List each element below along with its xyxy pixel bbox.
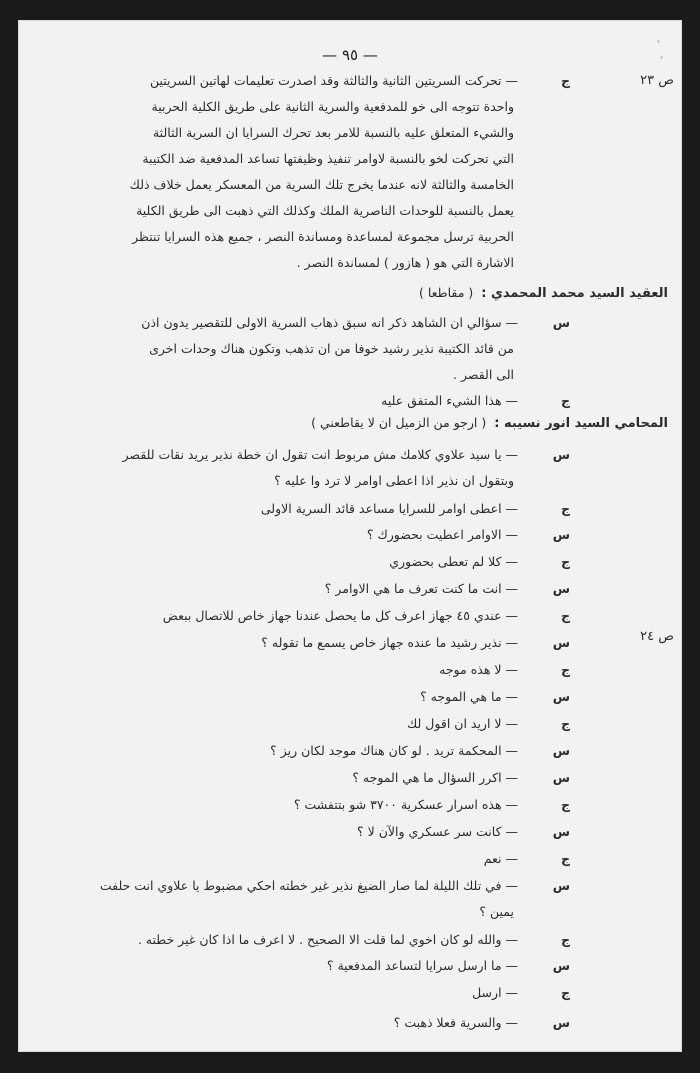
text-line: ج — لا اريد ان اقول لك — [406, 716, 570, 731]
text-line: س — ما ارسل سرايا لتساعد المدفعية ؟ — [326, 958, 570, 973]
page-number: — ٩٥ — — [322, 46, 378, 64]
text-line: واحدة تتوجه الى خو للمدفعية والسرية الثانية على طريق الكلية الحربية — [151, 99, 514, 114]
text-line: ج — لا هذه موجه — [439, 662, 570, 677]
text-line: وبتقول ان نذير اذا اعطى اوامر لا ترد وا عليه ؟ — [274, 473, 514, 488]
speck — [657, 40, 660, 43]
text-line: الاشارة التي هو ( هازور ) لمساندة النصر . — [296, 255, 514, 270]
text-line: ج — كلا لم تعطى بحضوري — [389, 554, 570, 569]
text-line: س — والسرية فعلا ذهبت ؟ — [393, 1015, 570, 1030]
text-line: ج — نعم — [483, 851, 570, 866]
speck — [660, 56, 663, 59]
speaker-remark: ( ارجو من الزميل ان لا يقاطعني ) — [311, 415, 487, 430]
text-line: الحربية ترسل مجموعة لمساعدة ومساندة النصر ، جميع هذه السرايا تنتظر — [132, 229, 514, 244]
text-line: س — اكرر السؤال ما هي الموجه ؟ — [352, 770, 570, 785]
text-line: س — المحكمة تريد . لو كان هناك موجد لكان ريز ؟ — [270, 743, 570, 758]
speaker-name: العقيد السيد محمد المحمدي : — [481, 286, 668, 301]
document-page — [18, 20, 682, 1052]
text-line: س — في تلك الليلة لما صار الضيغ نذير غير خطته احكي مضبوط يا علاوي انت حلفت — [99, 878, 570, 893]
text-line: س — نذير رشيد ما عنده جهاز خاص يسمع ما تقوله ؟ — [261, 635, 570, 650]
text-line: يعمل بالنسبة للوحدات الناصرية الملك وكذلك التي ذهبت الى طريق الكلية — [136, 203, 514, 218]
text-line: س — انت ما كنت تعرف ما هي الاوامر ؟ — [324, 581, 570, 596]
text-line: ج — اعطى اوامر للسرايا مساعد قائد السرية الاولى — [260, 501, 570, 516]
text-line: ج — هذا الشيء المتفق عليه — [28, 390, 570, 412]
text-line: من قائد الكتيبة نذير رشيد خوفا من ان تذهب وتكون هناك وحدات اخرى — [149, 341, 514, 356]
text-line: الخامسة والثالثة لانه عندما يخرج تلك السرية من المعسكر يعمل خلاف ذلك — [129, 177, 514, 192]
answer-marker: ج — [560, 73, 570, 88]
question-marker: س — [552, 447, 570, 462]
text-line: ج — هذه اسرار عسكرية ٣٧٠٠ شو بتتفشت ؟ — [293, 797, 570, 812]
margin-reference: ص ٢٣ — [640, 73, 674, 88]
speaker-remark: ( مقاطعا ) — [418, 285, 474, 300]
text-line: والشيء المتعلق عليه بالنسبة للامر بعد تحرك السرايا ان السرية الثالثة — [152, 125, 514, 140]
text-line: ج — تحركت السريتين الثانية والثالثة وقد اصدرت تعليمات لهاتين السريتين — [32, 70, 570, 92]
text-line: يمين ؟ — [479, 904, 514, 919]
text-line: س — كانت سر عسكري والآن لا ؟ — [357, 824, 570, 839]
speaker-name: المحامي السيد انور نسيبه : — [494, 416, 668, 431]
text-line: التي تحركت لخو بالنسبة لاوامر تنفيذ وظيفتها تساعد المدفعية ضد الكتيبة — [142, 151, 514, 166]
text-line: ج — ارسل — [472, 985, 570, 1000]
text-line: ج — عندي ٤٥ جهاز اعرف كل ما يحصل عندنا جهاز خاص للاتصال ببعض — [162, 608, 570, 623]
question-marker: س — [552, 315, 570, 330]
text-line: س — الاوامر اعطيت بحضورك ؟ — [366, 527, 570, 542]
margin-reference: ص ٢٤ — [640, 629, 674, 644]
text-line: س — ما هي الموجه ؟ — [420, 689, 570, 704]
text-line: س — يا سيد علاوي كلامك مش مربوط انت تقول ان خطة نذير يريد نقات للقصر — [28, 444, 570, 466]
text-line: الى القصر . — [453, 367, 514, 382]
text-line: ج — والله لو كان اخوي لما قلت الا الصحيح . لا اعرف ما اذا كان غير خطته . — [137, 932, 570, 947]
text-line: س — سؤالي ان الشاهد ذكر انه سبق ذهاب السرية الاولى للتقصير يدون اذن — [28, 312, 570, 334]
answer-marker: ج — [560, 393, 570, 408]
